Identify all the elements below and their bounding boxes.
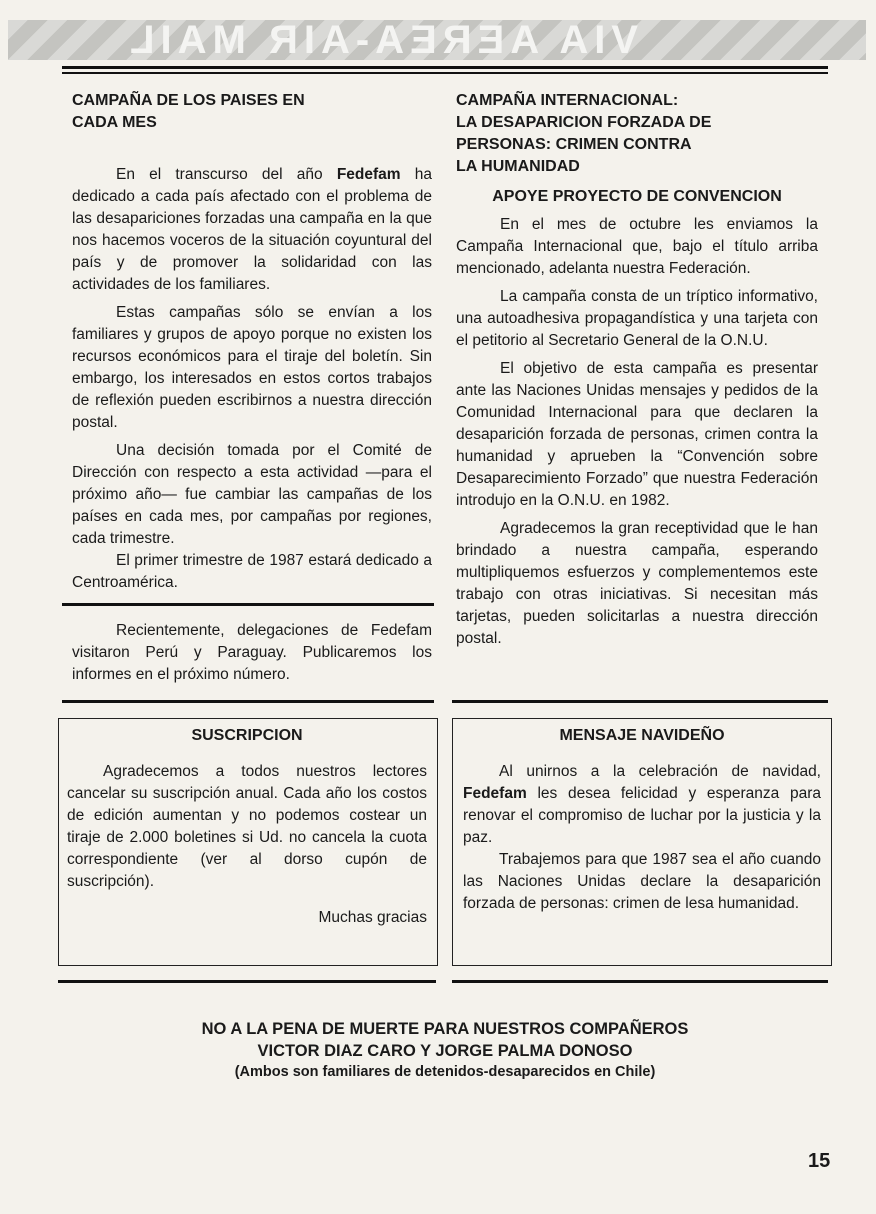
left-paragraph-4: El primer trimestre de 1987 estará dedicado a Centroamérica. xyxy=(72,552,432,591)
subscription-text: Agradecemos a todos nuestros lectores cancelar su suscripción anual. Cada año los costos de edición aumentan y no podemos costear un tiraje de 2.000 boletines si Ud. no cancela la cuota correspondiente (ver al dorso cupón de suscripción). xyxy=(67,763,427,890)
left-column-title: CAMPAÑA DE LOS PAISES EN CADA MES xyxy=(72,92,305,131)
subscription-title: SUSCRIPCION xyxy=(191,727,303,744)
bottom-left-rule xyxy=(58,980,436,983)
subscription-closing: Muchas gracias xyxy=(318,909,427,926)
right-box-top-rule xyxy=(452,700,828,703)
bottom-right-rule xyxy=(452,980,828,983)
right-paragraph-2: La campaña consta de un tríptico informativo, una autoadhesiva propagandística y una tarjeta con el petitorio al Secretario General de la O.N.U. xyxy=(456,288,818,349)
fedefam-bold: Fedefam xyxy=(336,166,401,183)
banner-text: VIA AEREA-AIR MAIL xyxy=(124,20,638,60)
right-column-subtitle: APOYE PROYECTO DE CONVENCION xyxy=(492,188,782,205)
top-rule-thin xyxy=(62,72,828,74)
left-box-top-rule xyxy=(62,700,434,703)
christmas-paragraph-2: Trabajemos para que 1987 sea el año cuando las Naciones Unidas declare la desaparición forzada de personas: crimen de lesa humanidad. xyxy=(463,851,821,912)
notice-line-2: VICTOR DIAZ CARO Y JORGE PALMA DONOSO xyxy=(257,1042,633,1060)
right-column xyxy=(456,90,818,650)
left-paragraph-2: Estas campañas sólo se envían a los familiares y grupos de apoyo porque no existen los recursos económicos para el tiraje del boletín. Sin embargo, los interesados en estos cortos trabajos de reflexión pueden escribirnos a nuestra dirección postal. xyxy=(72,304,432,431)
left-paragraph-1: En el transcurso del año Fedefam ha dedicado a cada país afectado con el problema de las desapariciones forzadas una campaña en la que nos hacemos voceros de la situación coyuntural del país y de promover la solidaridad con las actividades de los familiares. xyxy=(72,166,432,293)
air-mail-banner xyxy=(8,20,866,60)
left-note xyxy=(72,620,432,686)
christmas-title: MENSAJE NAVIDEÑO xyxy=(559,727,725,744)
left-separator-rule xyxy=(62,603,434,606)
notice-line-3: (Ambos son familiares de detenidos-desaparecidos en Chile) xyxy=(234,1064,656,1080)
right-paragraph-3: El objetivo de esta campaña es presentar ante las Naciones Unidas mensajes y pedidos de la Comunidad Internacional para que declaren la desaparición forzada de personas, crimen contra la humanidad y aprueben la “Convención sobre Desaparecimiento Forzado” que nuestra Federación introdujo en la O.N.U. en 1982. xyxy=(456,360,818,509)
right-column-title: CAMPAÑA INTERNACIONAL: LA DESAPARICION FORZADA DE PERSONAS: CRIMEN CONTRA LA HUMANIDAD xyxy=(456,92,712,175)
christmas-message-box xyxy=(452,718,832,966)
page-number: 15 xyxy=(808,1150,831,1172)
notice-line-1: NO A LA PENA DE MUERTE PARA NUESTROS COMPAÑEROS xyxy=(201,1020,689,1038)
christmas-paragraph-1: Al unirnos a la celebración de navidad, Fedefam les desea felicidad y esperanza para renovar el compromiso de luchar por la justicia y la paz. xyxy=(463,763,821,846)
subscription-box xyxy=(58,718,438,966)
death-penalty-notice xyxy=(60,1018,830,1082)
left-paragraph-3: Una decisión tomada por el Comité de Dirección con respecto a esta actividad —para el próximo año— fue cambiar las campañas de los países en cada mes, por campañas por regiones, cada trimestre. xyxy=(72,442,432,547)
left-column xyxy=(72,90,432,594)
right-paragraph-1: En el mes de octubre les enviamos la Campaña Internacional que, bajo el título arriba mencionado, adelanta nuestra Federación. xyxy=(456,216,818,277)
top-rule-thick xyxy=(62,66,828,69)
visits-note: Recientemente, delegaciones de Fedefam visitaron Perú y Paraguay. Publicaremos los informes en el próximo número. xyxy=(72,622,432,683)
right-paragraph-4: Agradecemos la gran receptividad que le han brindado a nuestra campaña, esperando multipliquemos esfuerzos y complementemos este trabajo con otras iniciativas. Si necesitan más tarjetas, pueden solicitarlas a nuestra dirección postal. xyxy=(456,520,818,647)
fedefam-bold: Fedefam xyxy=(463,785,527,802)
